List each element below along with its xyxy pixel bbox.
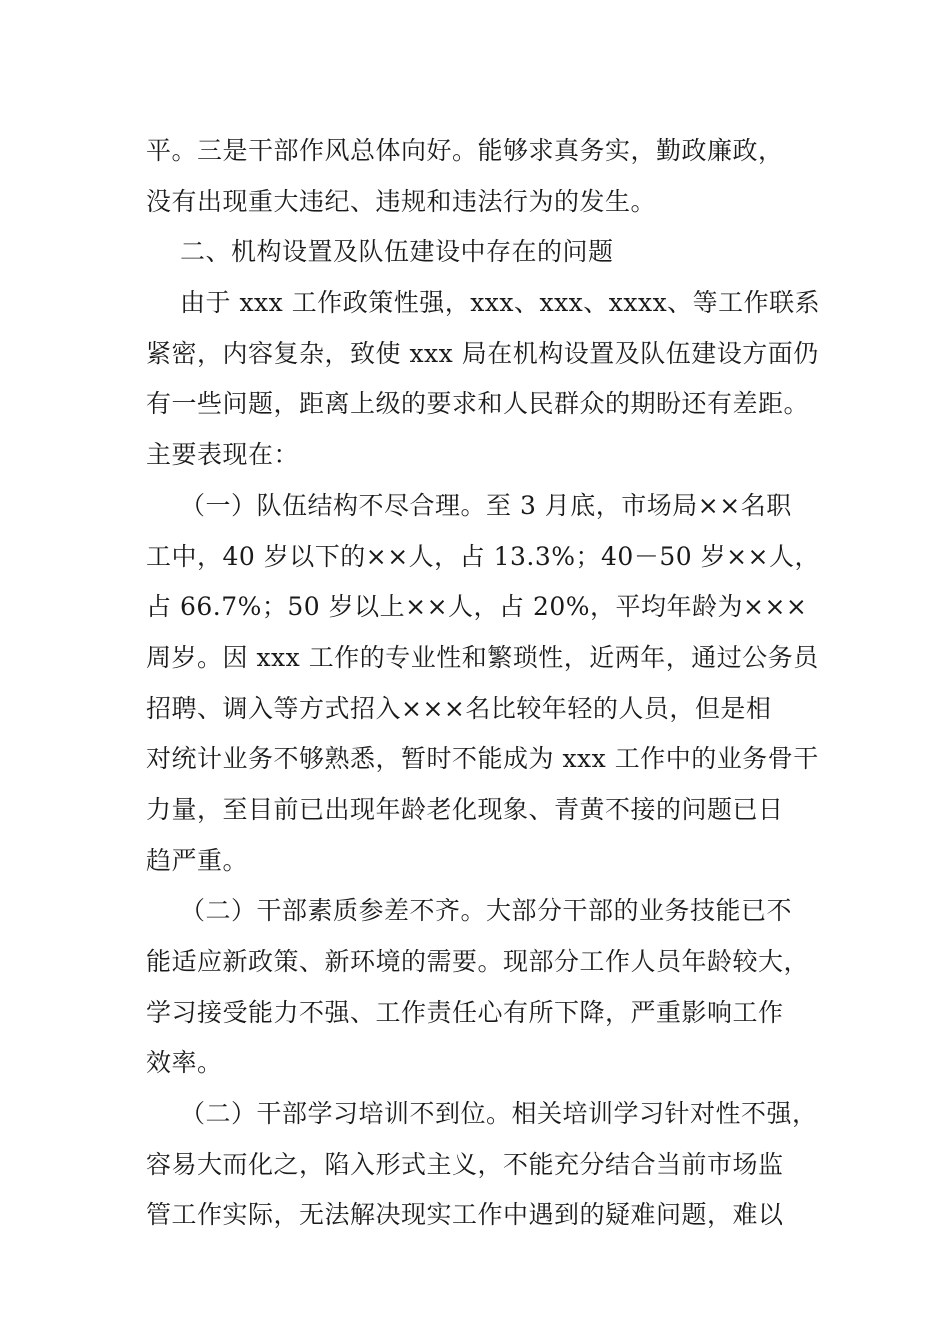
text-line: 力量，至目前已出现年龄老化现象、青黄不接的问题已日	[146, 794, 784, 824]
text-line: 主要表现在：	[146, 440, 300, 470]
text-line: 管工作实际，无法解决现实工作中遇到的疑难问题，难以	[146, 1200, 784, 1230]
text-line: 由于 xxx 工作政策性强，xxx、xxx、xxxx、等工作联系	[180, 288, 821, 318]
text-line: （二）干部素质参差不齐。大部分干部的业务技能已不	[180, 896, 793, 926]
text-line: （一）队伍结构不尽合理。至 3 月底，市场局××名职	[180, 490, 792, 520]
text-line: 紧密，内容复杂，致使 xxx 局在机构设置及队伍建设方面仍	[146, 338, 819, 368]
text-line: 容易大而化之，陷入形式主义，不能充分结合当前市场监	[146, 1149, 784, 1179]
text-line: 工中，40 岁以下的××人，占 13.3%；40－50 岁××人，	[146, 541, 820, 571]
text-line: 二、机构设置及队伍建设中存在的问题	[180, 237, 614, 267]
text-line: 效率。	[146, 1048, 223, 1078]
text-line: 占 66.7%；50 岁以上××人，占 20%，平均年龄为×××	[146, 592, 808, 622]
text-line: 招聘、调入等方式招入×××名比较年轻的人员，但是相	[146, 693, 772, 723]
text-line: 有一些问题，距离上级的要求和人民群众的期盼还有差距。	[146, 389, 810, 419]
text-line: 对统计业务不够熟悉，暂时不能成为 xxx 工作中的业务骨干	[146, 744, 819, 774]
text-line: 平。三是干部作风总体向好。能够求真务实，勤政廉政，	[146, 136, 784, 165]
text-line: 周岁。因 xxx 工作的专业性和繁琐性，近两年，通过公务员	[146, 642, 819, 672]
text-line: 没有出现重大违纪、违规和违法行为的发生。	[146, 186, 657, 216]
text-line: 能适应新政策、新环境的需要。现部分工作人员年龄较大，	[146, 947, 810, 976]
text-line: 趋严重。	[146, 845, 249, 875]
text-line: 学习接受能力不强、工作责任心有所下降，严重影响工作	[146, 997, 784, 1027]
document-body	[146, 126, 821, 1241]
text-line: （二）干部学习培训不到位。相关培训学习针对性不强，	[180, 1099, 818, 1129]
